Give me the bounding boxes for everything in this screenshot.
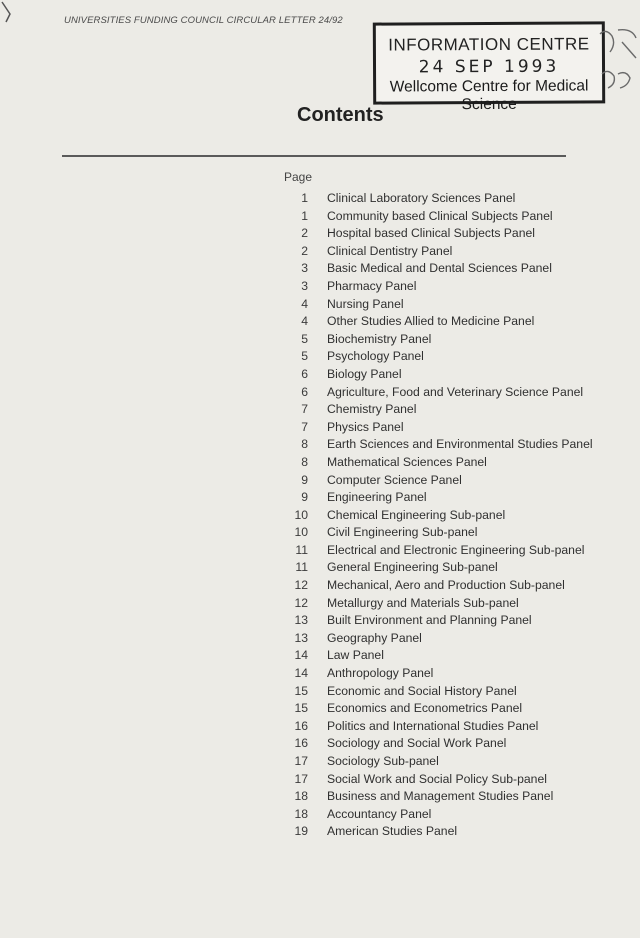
toc-page-number: 3 <box>301 278 308 293</box>
page-column-heading: Page <box>284 170 313 184</box>
toc-row <box>260 542 620 560</box>
toc-row <box>260 419 620 437</box>
toc-entry-title: Biochemistry Panel <box>327 331 432 346</box>
toc-page-number: 6 <box>301 384 308 399</box>
toc-page-number: 2 <box>301 226 308 241</box>
toc-entry-title: Nursing Panel <box>327 296 404 311</box>
toc-entry-title: American Studies Panel <box>327 824 458 839</box>
toc-page-number: 3 <box>301 261 308 276</box>
toc-entry-title: Built Environment and Planning Panel <box>327 613 532 628</box>
toc-page-number: 1 <box>301 191 308 205</box>
toc-page-number: 4 <box>301 314 308 329</box>
toc-row <box>260 735 620 753</box>
toc-page-number: 1 <box>301 208 308 223</box>
toc-row <box>260 559 620 577</box>
toc-entry-title: Business and Management Studies Panel <box>327 789 554 804</box>
toc-row <box>260 612 620 630</box>
toc-entry-title: Basic Medical and Dental Sciences Panel <box>327 261 552 276</box>
toc-row <box>260 472 620 490</box>
toc-page-number: 14 <box>294 648 308 663</box>
toc-row <box>260 225 620 243</box>
toc-entry-title: Chemical Engineering Sub-panel <box>327 507 506 522</box>
stamp-organization: INFORMATION CENTRE <box>388 34 590 55</box>
toc-row <box>260 436 620 454</box>
toc-page-number: 12 <box>294 578 308 593</box>
toc-page-number: 9 <box>301 472 308 487</box>
toc-entry-title: Economics and Econometrics Panel <box>327 701 523 716</box>
toc-entry-title: Civil Engineering Sub-panel <box>327 525 478 540</box>
toc-row <box>260 630 620 648</box>
toc-row <box>260 384 620 402</box>
toc-row <box>260 577 620 595</box>
toc-page-number: 11 <box>295 560 308 575</box>
corner-mark <box>0 0 24 30</box>
toc-row <box>260 823 620 841</box>
toc-page-number: 17 <box>294 771 308 786</box>
toc-entry-title: Clinical Dentistry Panel <box>327 243 453 258</box>
toc-page-number: 13 <box>294 613 308 628</box>
toc-entry-title: Law Panel <box>327 648 384 663</box>
toc-row <box>260 454 620 472</box>
toc-row <box>260 788 620 806</box>
toc-row <box>260 700 620 718</box>
toc-entry-title: Clinical Laboratory Sciences Panel <box>327 191 516 205</box>
toc-row <box>260 190 620 208</box>
toc-page-number: 19 <box>294 824 308 839</box>
toc-entry-title: Accountancy Panel <box>327 806 432 821</box>
contents-list <box>260 190 620 841</box>
toc-row <box>260 401 620 419</box>
toc-page-number: 6 <box>301 366 308 381</box>
toc-entry-title: General Engineering Sub-panel <box>327 560 498 575</box>
toc-entry-title: Earth Sciences and Environmental Studies Panel <box>327 437 593 452</box>
toc-row <box>260 718 620 736</box>
toc-page-number: 11 <box>295 542 308 557</box>
toc-entry-title: Agriculture, Food and Veterinary Science Panel <box>327 384 584 399</box>
toc-page-number: 13 <box>294 630 308 645</box>
toc-entry-title: Computer Science Panel <box>327 472 462 487</box>
toc-page-number: 7 <box>301 419 308 434</box>
toc-page-number: 10 <box>294 507 308 522</box>
toc-entry-title: Mathematical Sciences Panel <box>327 454 487 469</box>
handwritten-annotation <box>592 24 640 114</box>
toc-page-number: 18 <box>294 806 308 821</box>
toc-page-number: 16 <box>294 736 308 751</box>
toc-row <box>260 243 620 261</box>
toc-entry-title: Hospital based Clinical Subjects Panel <box>327 226 535 241</box>
toc-entry-title: Community based Clinical Subjects Panel <box>327 208 553 223</box>
toc-entry-title: Other Studies Allied to Medicine Panel <box>327 314 535 329</box>
toc-page-number: 15 <box>294 701 308 716</box>
toc-entry-title: Engineering Panel <box>327 490 427 505</box>
toc-entry-title: Metallurgy and Materials Sub-panel <box>327 595 519 610</box>
toc-page-number: 8 <box>301 437 308 452</box>
toc-row <box>260 771 620 789</box>
toc-page-number: 5 <box>301 331 308 346</box>
title-divider <box>62 155 566 157</box>
toc-page-number: 17 <box>294 754 308 768</box>
received-stamp <box>373 21 605 114</box>
toc-page-number: 15 <box>294 683 308 698</box>
toc-page-number: 14 <box>294 666 308 681</box>
toc-entry-title: Social Work and Social Policy Sub-panel <box>327 771 547 786</box>
circular-header: UNIVERSITIES FUNDING COUNCIL CIRCULAR LETTER 24/92 <box>64 15 343 26</box>
toc-page-number: 7 <box>301 402 308 417</box>
toc-entry-title: Mechanical, Aero and Production Sub-panel <box>327 578 565 593</box>
toc-row <box>260 260 620 278</box>
toc-entry-title: Geography Panel <box>327 630 422 645</box>
toc-entry-title: Chemistry Panel <box>327 402 417 417</box>
toc-row <box>260 806 620 824</box>
toc-page-number: 16 <box>294 718 308 733</box>
toc-entry-title: Economic and Social History Panel <box>327 683 517 698</box>
toc-row <box>260 489 620 507</box>
toc-row <box>260 647 620 665</box>
toc-page-number: 2 <box>301 243 308 258</box>
toc-row <box>260 366 620 384</box>
toc-entry-title: Psychology Panel <box>327 349 424 364</box>
toc-row <box>260 331 620 349</box>
stamp-date: 24 SEP 1993 <box>418 56 560 78</box>
toc-page-number: 18 <box>294 789 308 804</box>
toc-entry-title: Pharmacy Panel <box>327 278 417 293</box>
toc-page-number: 5 <box>301 349 308 364</box>
toc-page-number: 4 <box>301 296 308 311</box>
toc-row <box>260 208 620 226</box>
toc-entry-title: Politics and International Studies Panel <box>327 718 539 733</box>
toc-row <box>260 313 620 331</box>
toc-entry-title: Anthropology Panel <box>327 666 434 681</box>
toc-page-number: 8 <box>301 454 308 469</box>
toc-row <box>260 753 620 771</box>
toc-row <box>260 595 620 613</box>
toc-page-number: 12 <box>294 595 308 610</box>
page-title: Contents <box>297 104 384 126</box>
toc-page-number: 10 <box>294 525 308 540</box>
toc-row <box>260 348 620 366</box>
toc-entry-title: Biology Panel <box>327 366 402 381</box>
toc-entry-title: Sociology and Social Work Panel <box>327 736 507 751</box>
toc-row <box>260 296 620 314</box>
toc-entry-title: Electrical and Electronic Engineering Sub-panel <box>327 542 585 557</box>
toc-row <box>260 507 620 525</box>
toc-row <box>260 683 620 701</box>
toc-entry-title: Physics Panel <box>327 419 404 434</box>
toc-row <box>260 665 620 683</box>
toc-page-number: 9 <box>301 490 308 505</box>
toc-row <box>260 278 620 296</box>
stamp-centre: Wellcome Centre for Medical Science <box>389 77 589 114</box>
toc-row <box>260 524 620 542</box>
toc-entry-title: Sociology Sub-panel <box>327 754 439 768</box>
